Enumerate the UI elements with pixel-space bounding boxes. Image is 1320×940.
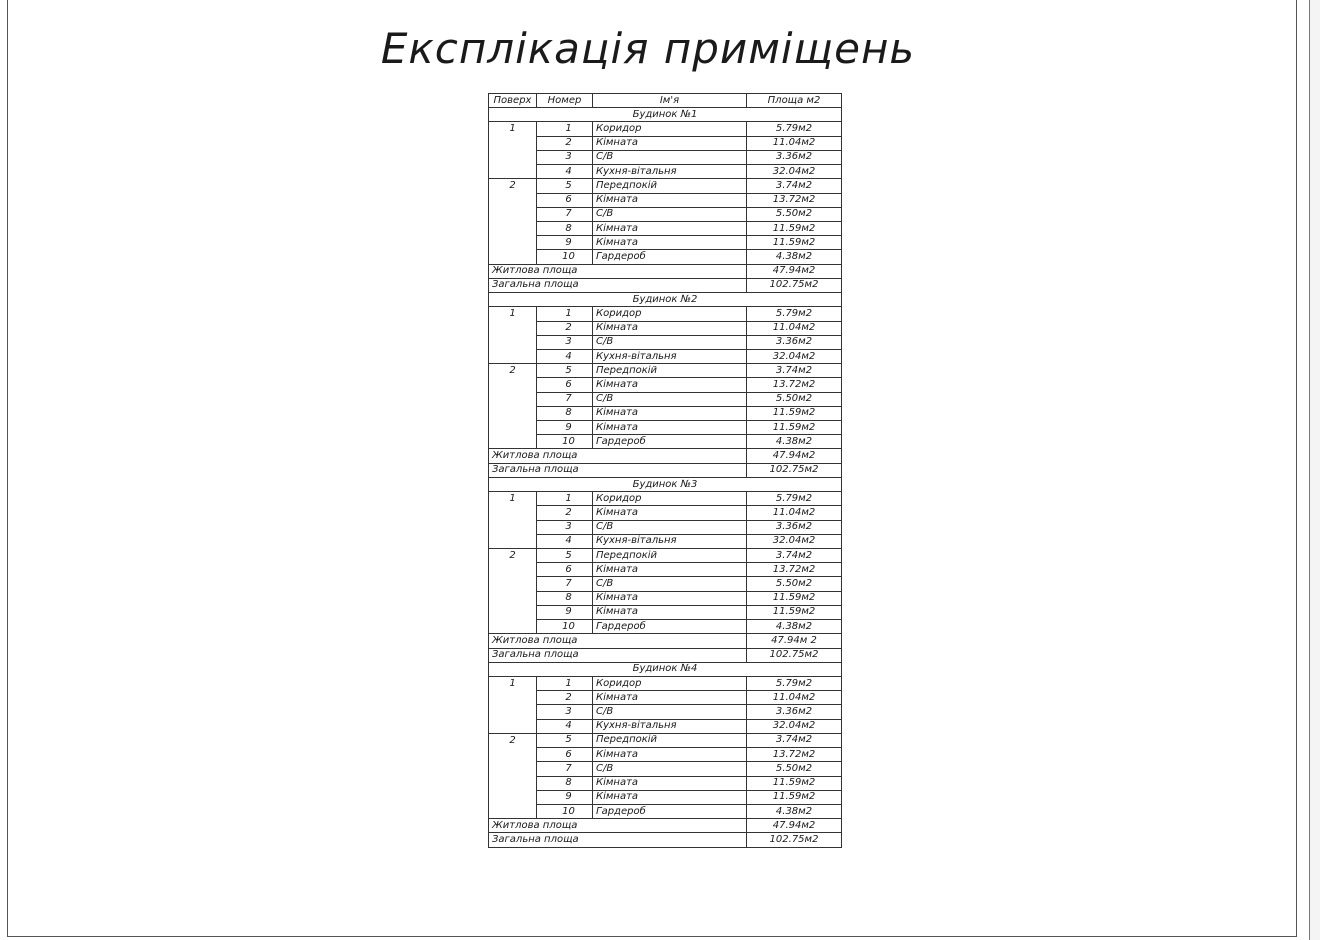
room-number: 4	[565, 165, 572, 177]
room-number: 10	[562, 251, 575, 263]
room-name-cell: Кімната	[593, 321, 747, 335]
house-header-row	[489, 477, 842, 491]
table-row	[489, 179, 842, 193]
room-name-cell: Кімната	[593, 236, 747, 250]
room-name-cell: Кімната	[593, 748, 747, 762]
table-row	[489, 136, 842, 150]
room-number: 10	[562, 805, 575, 817]
house-header-row	[489, 662, 842, 676]
room-name-cell: Передпокій	[593, 549, 747, 563]
table-row	[489, 733, 842, 747]
room-area-cell: 4.38м2	[747, 804, 842, 818]
floor-cell	[489, 563, 537, 577]
table-row	[489, 506, 842, 520]
room-area-cell: 11.04м2	[747, 136, 842, 150]
room-name-cell: Гардероб	[593, 435, 747, 449]
room-number-cell	[537, 563, 593, 577]
table-row	[489, 150, 842, 164]
floor-cell	[489, 207, 537, 221]
room-number: 9	[565, 421, 572, 433]
room-number: 9	[565, 791, 572, 803]
room-number: 6	[565, 378, 572, 390]
room-name-cell: Кухня-вітальня	[593, 534, 747, 548]
room-number-cell	[537, 620, 593, 634]
room-name-cell: Кімната	[593, 506, 747, 520]
floor-cell: 2	[489, 364, 537, 378]
room-number: 3	[565, 706, 572, 718]
room-name-cell: С/В	[593, 520, 747, 534]
table-row	[489, 563, 842, 577]
room-name-cell: Кімната	[593, 406, 747, 420]
floor-cell	[489, 691, 537, 705]
room-number: 2	[565, 506, 572, 518]
floor-cell	[489, 620, 537, 634]
floor-cell	[489, 349, 537, 363]
room-name-cell: С/В	[593, 392, 747, 406]
room-name-cell: С/В	[593, 577, 747, 591]
room-number: 1	[565, 492, 572, 504]
room-area-cell: 11.59м2	[747, 790, 842, 804]
total-area-row	[489, 833, 842, 847]
room-area-cell: 3.36м2	[747, 705, 842, 719]
room-number-cell	[537, 762, 593, 776]
room-name-cell: Коридор	[593, 307, 747, 321]
room-area-cell: 32.04м2	[747, 165, 842, 179]
room-area-cell: 3.36м2	[747, 335, 842, 349]
floor-cell	[489, 321, 537, 335]
floor-cell	[489, 435, 537, 449]
table-row	[489, 804, 842, 818]
room-number: 8	[565, 222, 572, 234]
room-number: 4	[565, 720, 572, 732]
room-area-cell: 11.59м2	[747, 221, 842, 235]
floor-cell	[489, 136, 537, 150]
table-row	[489, 691, 842, 705]
table-body	[489, 108, 842, 847]
room-area-cell: 13.72м2	[747, 748, 842, 762]
table-row	[489, 492, 842, 506]
room-area-cell: 13.72м2	[747, 193, 842, 207]
room-number: 10	[562, 620, 575, 632]
room-area-cell: 11.59м2	[747, 406, 842, 420]
room-area-cell: 5.50м2	[747, 762, 842, 776]
room-name-cell: С/В	[593, 705, 747, 719]
total-area-row	[489, 648, 842, 662]
house-header-row	[489, 293, 842, 307]
room-number: 4	[565, 350, 572, 362]
room-number-cell	[537, 378, 593, 392]
total-area-value: 102.75м2	[747, 278, 842, 292]
room-name-cell: Кімната	[593, 790, 747, 804]
table-row	[489, 719, 842, 733]
table-row	[489, 435, 842, 449]
room-area-cell: 3.74м2	[747, 179, 842, 193]
room-area-cell: 3.74м2	[747, 549, 842, 563]
house-title: Будинок №2	[489, 293, 842, 307]
room-number: 3	[565, 521, 572, 533]
room-name-cell: Гардероб	[593, 250, 747, 264]
room-number: 6	[565, 563, 572, 575]
room-number-cell	[537, 435, 593, 449]
room-number-cell	[537, 406, 593, 420]
room-name-cell: Кімната	[593, 193, 747, 207]
room-area-cell: 3.36м2	[747, 150, 842, 164]
room-area-cell: 4.38м2	[747, 435, 842, 449]
room-number: 5	[565, 734, 572, 746]
total-area-value: 102.75м2	[747, 463, 842, 477]
explication-table	[488, 93, 842, 848]
room-number-cell	[537, 122, 593, 136]
room-area-cell: 13.72м2	[747, 378, 842, 392]
table-row	[489, 193, 842, 207]
room-name-cell: Коридор	[593, 676, 747, 690]
header-row	[489, 94, 842, 108]
house-title: Будинок №1	[489, 108, 842, 122]
floor-cell: 1	[489, 122, 537, 136]
table-row	[489, 321, 842, 335]
table-row	[489, 207, 842, 221]
page-title: Експлікація приміщень	[380, 24, 916, 73]
room-area-cell: 11.59м2	[747, 605, 842, 619]
room-name-cell: Передпокій	[593, 733, 747, 747]
table-row	[489, 307, 842, 321]
floor-cell: 2	[489, 733, 537, 747]
house-header-row	[489, 108, 842, 122]
room-number-cell	[537, 221, 593, 235]
room-area-cell: 3.74м2	[747, 733, 842, 747]
living-area-label: Житлова площа	[489, 819, 747, 833]
room-number: 4	[565, 535, 572, 547]
table-row	[489, 122, 842, 136]
header-area: Площа м2	[747, 94, 842, 108]
room-number-cell	[537, 591, 593, 605]
room-number: 1	[565, 307, 572, 319]
floor-cell	[489, 534, 537, 548]
total-area-row	[489, 463, 842, 477]
right-edge-strip	[1309, 0, 1320, 940]
room-number: 5	[565, 549, 572, 561]
living-area-label: Житлова площа	[489, 634, 747, 648]
room-area-cell: 11.59м2	[747, 421, 842, 435]
table-row	[489, 591, 842, 605]
table-row	[489, 520, 842, 534]
room-name-cell: Коридор	[593, 492, 747, 506]
floor-cell: 2	[489, 549, 537, 563]
room-area-cell: 11.04м2	[747, 691, 842, 705]
room-number-cell	[537, 321, 593, 335]
room-number-cell	[537, 193, 593, 207]
room-number: 9	[565, 606, 572, 618]
room-number-cell	[537, 790, 593, 804]
living-area-value: 47.94м 2	[747, 634, 842, 648]
room-area-cell: 5.50м2	[747, 392, 842, 406]
room-area-cell: 5.79м2	[747, 122, 842, 136]
room-area-cell: 11.59м2	[747, 776, 842, 790]
room-name-cell: Передпокій	[593, 179, 747, 193]
room-number: 8	[565, 592, 572, 604]
room-name-cell: Гардероб	[593, 804, 747, 818]
room-area-cell: 4.38м2	[747, 250, 842, 264]
room-number: 3	[565, 151, 572, 163]
room-number-cell	[537, 349, 593, 363]
floor-cell	[489, 705, 537, 719]
floor-cell	[489, 150, 537, 164]
room-area-cell: 11.59м2	[747, 591, 842, 605]
room-area-cell: 11.59м2	[747, 236, 842, 250]
floor-cell: 1	[489, 492, 537, 506]
room-number-cell	[537, 492, 593, 506]
table-row	[489, 421, 842, 435]
room-number: 6	[565, 748, 572, 760]
room-number-cell	[537, 776, 593, 790]
room-number: 5	[565, 179, 572, 191]
table-row	[489, 335, 842, 349]
room-area-cell: 4.38м2	[747, 620, 842, 634]
room-name-cell: Кухня-вітальня	[593, 165, 747, 179]
floor-cell	[489, 506, 537, 520]
room-number: 7	[565, 762, 572, 774]
room-number: 2	[565, 691, 572, 703]
living-area-row	[489, 264, 842, 278]
room-name-cell: Кімната	[593, 776, 747, 790]
room-name-cell: С/В	[593, 335, 747, 349]
room-number: 1	[565, 677, 572, 689]
room-number: 7	[565, 578, 572, 590]
room-name-cell: Гардероб	[593, 620, 747, 634]
floor-cell	[489, 719, 537, 733]
room-number-cell	[537, 520, 593, 534]
floor-cell	[489, 221, 537, 235]
room-number: 1	[565, 123, 572, 135]
room-area-cell: 32.04м2	[747, 349, 842, 363]
room-number-cell	[537, 577, 593, 591]
living-area-value: 47.94м2	[747, 264, 842, 278]
table-row	[489, 165, 842, 179]
room-name-cell: Кімната	[593, 221, 747, 235]
room-number-cell	[537, 748, 593, 762]
room-area-cell: 5.79м2	[747, 307, 842, 321]
floor-cell	[489, 591, 537, 605]
room-area-cell: 32.04м2	[747, 719, 842, 733]
room-name-cell: Кімната	[593, 421, 747, 435]
room-number: 8	[565, 407, 572, 419]
table-row	[489, 762, 842, 776]
room-number: 2	[565, 322, 572, 334]
total-area-value: 102.75м2	[747, 648, 842, 662]
room-number-cell	[537, 250, 593, 264]
floor-cell	[489, 335, 537, 349]
table-row	[489, 748, 842, 762]
table-row	[489, 605, 842, 619]
total-area-label: Загальна площа	[489, 833, 747, 847]
room-name-cell: Кухня-вітальня	[593, 349, 747, 363]
floor-cell	[489, 748, 537, 762]
room-name-cell: С/В	[593, 150, 747, 164]
room-area-cell: 32.04м2	[747, 534, 842, 548]
table-row	[489, 705, 842, 719]
table-row	[489, 790, 842, 804]
floor-cell	[489, 236, 537, 250]
floor-cell	[489, 520, 537, 534]
room-name-cell: Кімната	[593, 378, 747, 392]
floor-cell	[489, 193, 537, 207]
room-number-cell	[537, 136, 593, 150]
living-area-row	[489, 634, 842, 648]
floor-cell	[489, 392, 537, 406]
living-area-label: Житлова площа	[489, 449, 747, 463]
room-number: 2	[565, 137, 572, 149]
floor-cell	[489, 421, 537, 435]
living-area-row	[489, 819, 842, 833]
total-area-label: Загальна площа	[489, 648, 747, 662]
room-number-cell	[537, 534, 593, 548]
room-area-cell: 5.79м2	[747, 676, 842, 690]
room-area-cell: 5.50м2	[747, 207, 842, 221]
table-row	[489, 392, 842, 406]
room-number: 9	[565, 236, 572, 248]
room-number-cell	[537, 605, 593, 619]
total-area-label: Загальна площа	[489, 278, 747, 292]
room-number-cell	[537, 392, 593, 406]
floor-cell	[489, 250, 537, 264]
floor-cell	[489, 790, 537, 804]
room-area-cell: 3.36м2	[747, 520, 842, 534]
floor-cell	[489, 406, 537, 420]
room-number-cell	[537, 421, 593, 435]
room-number: 6	[565, 194, 572, 206]
room-number-cell	[537, 150, 593, 164]
table-row	[489, 221, 842, 235]
room-name-cell: Кімната	[593, 136, 747, 150]
table-row	[489, 406, 842, 420]
living-area-label: Житлова площа	[489, 264, 747, 278]
room-number: 7	[565, 208, 572, 220]
table-row	[489, 549, 842, 563]
room-number-cell	[537, 165, 593, 179]
living-area-value: 47.94м2	[747, 819, 842, 833]
table-row	[489, 577, 842, 591]
room-name-cell: Кімната	[593, 605, 747, 619]
room-area-cell: 5.50м2	[747, 577, 842, 591]
room-number-cell	[537, 719, 593, 733]
room-number-cell	[537, 179, 593, 193]
room-name-cell: Передпокій	[593, 364, 747, 378]
room-number-cell	[537, 207, 593, 221]
room-number: 10	[562, 435, 575, 447]
room-area-cell: 13.72м2	[747, 563, 842, 577]
floor-cell	[489, 378, 537, 392]
living-area-value: 47.94м2	[747, 449, 842, 463]
room-number-cell	[537, 705, 593, 719]
room-number: 8	[565, 777, 572, 789]
table-row	[489, 534, 842, 548]
house-title: Будинок №4	[489, 662, 842, 676]
room-number: 5	[565, 364, 572, 376]
room-area-cell: 5.79м2	[747, 492, 842, 506]
floor-cell	[489, 776, 537, 790]
floor-cell	[489, 605, 537, 619]
room-number-cell	[537, 804, 593, 818]
total-area-value: 102.75м2	[747, 833, 842, 847]
table-row	[489, 236, 842, 250]
room-name-cell: Коридор	[593, 122, 747, 136]
room-name-cell: С/В	[593, 207, 747, 221]
room-number-cell	[537, 549, 593, 563]
room-number-cell	[537, 236, 593, 250]
room-name-cell: Кімната	[593, 591, 747, 605]
house-title: Будинок №3	[489, 477, 842, 491]
floor-cell: 1	[489, 307, 537, 321]
room-number-cell	[537, 307, 593, 321]
floor-cell	[489, 762, 537, 776]
floor-cell: 1	[489, 676, 537, 690]
room-number-cell	[537, 733, 593, 747]
room-number: 3	[565, 336, 572, 348]
table-row	[489, 620, 842, 634]
room-area-cell: 3.74м2	[747, 364, 842, 378]
room-number-cell	[537, 364, 593, 378]
room-number-cell	[537, 506, 593, 520]
table-row	[489, 378, 842, 392]
living-area-row	[489, 449, 842, 463]
floor-cell: 2	[489, 179, 537, 193]
room-name-cell: Кімната	[593, 563, 747, 577]
floor-cell	[489, 577, 537, 591]
floor-cell	[489, 804, 537, 818]
total-area-label: Загальна площа	[489, 463, 747, 477]
header-name: Ім'я	[593, 94, 747, 108]
header-number: Номер	[537, 94, 593, 108]
room-area-cell: 11.04м2	[747, 321, 842, 335]
floor-cell	[489, 165, 537, 179]
table-row	[489, 250, 842, 264]
room-name-cell: Кухня-вітальня	[593, 719, 747, 733]
table-row	[489, 776, 842, 790]
header-floor: Поверх	[489, 94, 537, 108]
table-row	[489, 676, 842, 690]
room-number-cell	[537, 335, 593, 349]
room-area-cell: 11.04м2	[747, 506, 842, 520]
room-name-cell: Кімната	[593, 691, 747, 705]
table-row	[489, 364, 842, 378]
room-number-cell	[537, 676, 593, 690]
room-number: 7	[565, 393, 572, 405]
room-name-cell: С/В	[593, 762, 747, 776]
room-number-cell	[537, 691, 593, 705]
total-area-row	[489, 278, 842, 292]
table-row	[489, 349, 842, 363]
